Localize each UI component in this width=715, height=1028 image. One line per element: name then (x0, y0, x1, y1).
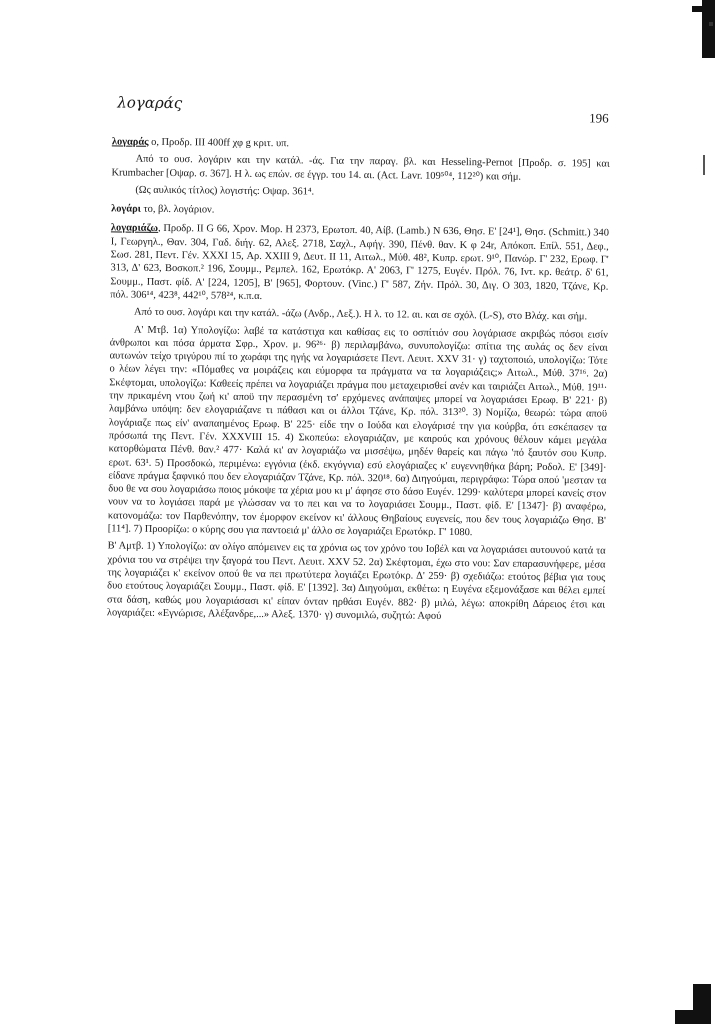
entry-logariazo (107, 222, 609, 625)
scan-edge-mark-top-bar (692, 6, 712, 12)
entry-logaras-sense: (Ως αυλικός τίτλος) λογιστής: Οψαρ. 361⁴. (135, 184, 315, 198)
entry-logaras-source: ο, Προδρ. III 400ff χφ g κριτ. υπ. (151, 136, 290, 150)
entry-logariazo-sense-b: Β' Αμτβ. 1) Υπολογίζω: αν ολίγο απόμεινεν εις τα χρόνια ως τον χρόνο του Ιοβέλ και να λογαριάσει αυτουνού κατά τα χρόνια του να στρέψει την ξαγορά του Πεντ. Λευιτ. XXV 52. 2α) Σκέφτομαι, έχω στο νου: Σαν επαρασυνήφερε, μέσα της λογαριάζει κ' εκείνον οπού θε να πει πρωτύτερα λογιάζει Ερωτόκρ. Δ' 259· β) σχεδιάζω: ετούτος βέβια για τους δυο ετούτους λογαριάζει Σουμμ., Παστ. φίδ. Ε' [1392]. 3α) Διηγούμαι, εκθέτω: η Ευγένα εξεμονάξασε και θέλει εμπεί στα δάση, καθώς μου λογαριάσασι κι' είπαν όνταν ηρθάσι Ευγέν. 882· β) μιλώ, λέγω: αποκρίθη Δάρειος έτσι και λογαριάζει: «Εγνώρισε, Αλέξανδρε,...» Αλεξ. 1370· γ) συνομιλώ, συζητώ: Αφού (106, 540, 606, 622)
dictionary-body (107, 129, 610, 628)
headword-logari: λογάρι (111, 203, 141, 215)
entry-logari (111, 203, 609, 222)
entry-logariazo-references: , Προδρ. II G 66, Χρον. Μορ. Η 2373, Ερωτοπ. 40, Αίβ. (Lamb.) Ν 636, Θησ. Ε' [24¹], Θησ. (Schmitt.) 340 I, Γεωργηλ., Θαν. 304, Γαδ. διήγ. 62, Αλεξ. 2718, Σαχλ., Αφήγ. 390, Πένθ. θαν. Κ φ 24r, Απόκοπ. Επίλ. 551, Δεφ., Σωσ. 281, Πεντ. Γέν. XXXI 15, Αρ. XXIII 9, Δευτ. II 11, Αιτωλ., Μύθ. 48², Κυπρ. ερωτ. 9¹⁰, Πανώρ. Γ' 232, Ερωφ. Γ' 313, Δ' 623, Βοσκοπ.² 196, Σουμμ., Ρεμπελ. 162, Ερωτόκρ. Α' 2063, Γ' 1275, Ευγέν. Πρόλ. 76, Ιντ. κρ. θεάτρ. δ' 61, Σουμμ., Παστ. φίδ. Α' [224, 1205], Β' [965], Φορτουν. (Vinc.) Γ' 587, Ζήν. Πρόλ. 30, Διγ. Ο 303, 1820, Τζάνε, Κρ. πόλ. 306¹⁴, 423⁸, 442¹⁰, 578²⁴, κ.π.α. (110, 223, 609, 302)
headword-logaras: λογαράς (111, 136, 149, 148)
headword-logariazo: λογαριάζω (110, 222, 159, 235)
scan-edge-line (703, 155, 705, 175)
entry-logariazo-etymology: Από το ουσ. λογάρι και την κατάλ. -άζω (Ανδρ., Λεξ.). Η λ. το 12. αι. και σε σχόλ. (L-S), στο Βλάχ. και σήμ. (134, 306, 588, 323)
scan-edge-mark-bottom-bar (675, 1010, 711, 1024)
entry-logari-text: το, βλ. λογάριον. (143, 203, 215, 216)
page-number: 196 (589, 110, 609, 126)
entry-logariazo-sense-a: Α' Μτβ. 1α) Υπολογίζω: λαβέ τα κατάστιχα και καθίσας εις το οσπίτιόν σου λογάριασε ακριβώς πόσοι εισίν άνθρωποι και πόσα άρματα Σφρ., Χρον. μ. 96²⁶· β) περιλαμβάνω, συνυπολογίζω: σπίτια της αυλάς ος δεν είναι αυτωνών τείχο τριγύρου πιί το χωράφι της ηγής να λογαριάσετε Πεντ. Λευιτ. XXV 31· γ) ταχτοποιώ, υπολογίζω: Τότε ο λέων λέγει την: «Πόμαθες να μοιράζεις και εύμορφα τα πράγματα να τα λογαριάζεις;» Αιτωλ., Μύθ. 37¹⁶. 2α) Σκέφτομαι, υπολογίζω: Καθεείς πρέπει να λογαριάζει πράγμα που μεταχειρισθεί ανέν και ταιριάζει Αιτωλ., Μύθ. 19¹¹· την πρικαμένη ντου ζωή κι' αποϋ την περασμένη τσ' ερχόμενες ανάπαψες μπορεί να λογαριάσει Ερωφ. Β' 221· β) λαμβάνω υπόψη: δεν ελογαριάζανε τι πάθασι και οι άλλοι Τζάνε, Κρ. πόλ. 313²⁰. 3) Νομίζω, θεωρώ: τώρα αποϋ λογάριαζε πως είν' αναπαημένος Ερωφ. Β' 225· είδε την ο Ιούδα και ελογάρισέ την για κούρβα, ότι εσκέπασεν τα πρόσωπά της Πεντ. Γέν. XXXVIII 15. 4) Σκοπεύω: ελογαριάζαν, με καιρούς και χρόνους θέλουν κάμει μεγάλα κατορθώματα Πένθ. θαν.² 477· Καλά κι' αν λογαριάζω να μισσέψω, μηδέν θαρείς και πάγω 'πό ξαυτόν σου Κυπρ. ερωτ. 63¹. 5) Προσδοκώ, περιμένω: εγγόνια (έκδ. εκγόγνια) εσύ ελογάριαζες κ' ευγεννηθήκα βάρη; Ροδολ. Ε' [349]· είδανε πράγμα ξαφνικό που δεν ελογαριάζαν Τζάνε, Κρ. πόλ. 320¹⁸. 6α) Διηγούμαι, περιγράφω: Τώρα οπού 'μεσταν τα δυο θε να σου λογαριάσω ποιος μόκοψε τα χέρια μου κι μ' άφησε στο δάσο Ευγέν. 1299· καλύτερα μπορεί κανείς στον νουν να το λογιάσει παρά με γλώσσαν να το πει και να το λογαριάσει Σουμμ., Παστ. φίδ. Ε' [1347]· β) αναφέρω, κατονομάζω: τον Παρθενόπην, τον έμορφον εκείνον κι' άλλους Θηβαίους ευγενείς, που δεν τους λογαριάζω Θησ. Β' [11⁴]. 7) Προορίζω: ο κύρης σου για παντοειά μ' άλλο σε λογαριάζει Ερωτόκρ. Γ' 1080. (107, 324, 608, 539)
entry-logaras-etymology: Από το ουσ. λογάριν και την κατάλ. -άς. Για την παραγ. βλ. και Hesseling-Pernot [Προδρ. σ. 195] και Krumbacher [Οψαρ. σ. 367]. Η λ. ως επών. σε έγγρ. του 14. αι. (Act. Lavr. 109⁵⁰⁴, 112²⁰) και σήμ. (111, 153, 610, 183)
scan-edge-speck (709, 22, 713, 26)
running-header-word: λογαράς (117, 93, 183, 113)
entry-logaras (111, 135, 610, 201)
